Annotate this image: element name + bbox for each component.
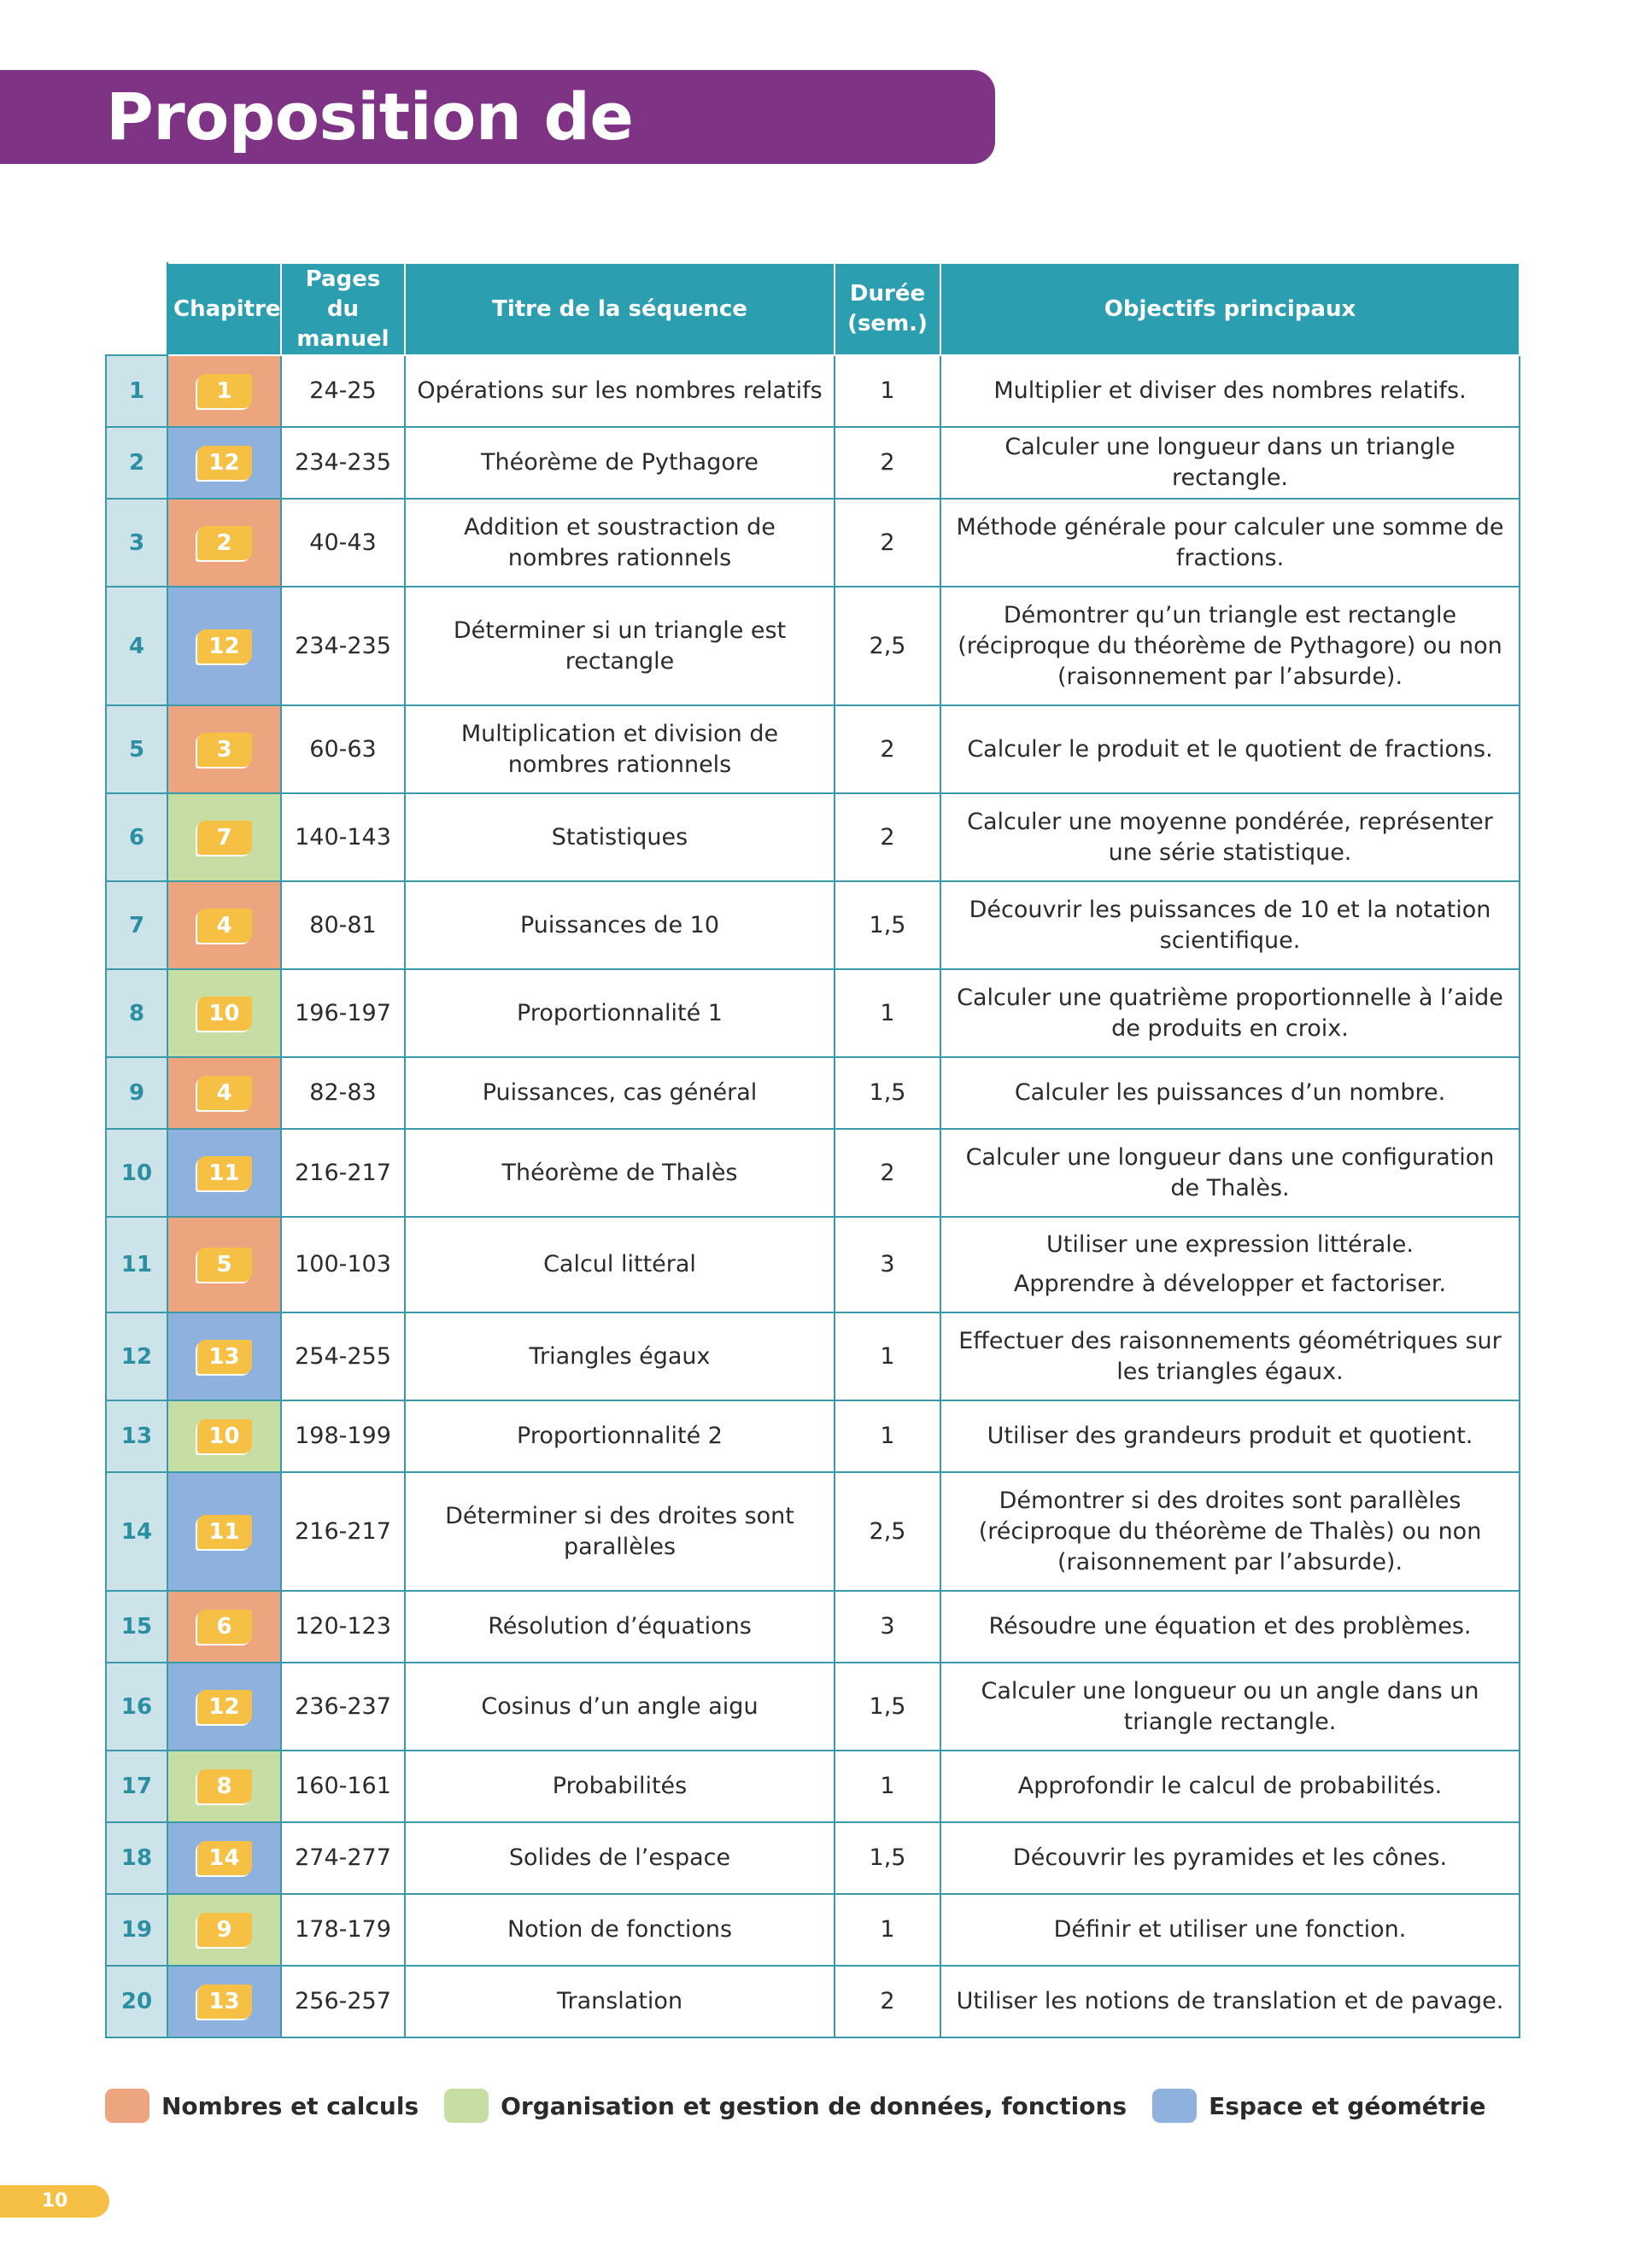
sequence-title-cell: Triangles égaux (405, 1312, 835, 1400)
duration-cell: 1 (835, 969, 940, 1057)
objective-line: Calculer une moyenne pondérée, représenter une série statistique. (967, 808, 1493, 866)
chapter-number-badge: 12 (197, 1690, 252, 1724)
chapter-number-badge: 9 (197, 1913, 252, 1947)
duration-cell: 1 (835, 1894, 940, 1966)
objectives-cell (940, 1400, 1520, 1472)
objectives-cell (940, 1894, 1520, 1966)
table-row (106, 1472, 1520, 1591)
duration-cell: 2 (835, 427, 940, 499)
legend-label: Espace et géométrie (1209, 2091, 1486, 2120)
progression-table (105, 262, 1520, 2038)
chapter-cell (167, 969, 281, 1057)
sequence-title-cell: Translation (405, 1966, 835, 2037)
objective-line: Utiliser une expression littérale. (1046, 1231, 1414, 1258)
pages-cell: 40-43 (281, 499, 405, 587)
table-row (106, 1966, 1520, 2037)
chapter-cell (167, 1663, 281, 1751)
objectives-cell (940, 355, 1520, 427)
table-row (106, 1400, 1520, 1472)
header-duree: Durée (sem.) (835, 263, 940, 355)
duration-cell: 2,5 (835, 1472, 940, 1591)
sequence-title-cell: Proportionnalité 2 (405, 1400, 835, 1472)
row-index: 14 (106, 1472, 167, 1591)
row-index: 9 (106, 1057, 167, 1129)
page-title: Proposition de progression (106, 79, 634, 248)
table-row (106, 881, 1520, 969)
duration-cell: 2 (835, 793, 940, 881)
table-row (106, 1057, 1520, 1129)
row-index: 20 (106, 1966, 167, 2037)
objectives-cell (940, 1663, 1520, 1751)
objective-line: Effectuer des raisonnements géométriques sur les triangles égaux. (958, 1327, 1502, 1385)
sequence-title-cell: Statistiques (405, 793, 835, 881)
row-index: 1 (106, 355, 167, 427)
pages-cell: 178-179 (281, 1894, 405, 1966)
table-row (106, 499, 1520, 587)
row-index: 2 (106, 427, 167, 499)
progression-table-container (105, 262, 1520, 2038)
pages-cell: 234-235 (281, 427, 405, 499)
duration-cell: 2 (835, 499, 940, 587)
chapter-number-badge: 11 (197, 1515, 252, 1549)
pages-cell: 140-143 (281, 793, 405, 881)
sequence-title-cell: Solides de l’espace (405, 1822, 835, 1894)
table-row (106, 969, 1520, 1057)
chapter-cell (167, 1966, 281, 2037)
legend-label: Organisation et gestion de données, fonctions (501, 2091, 1128, 2120)
row-index: 7 (106, 881, 167, 969)
title-banner (0, 70, 995, 248)
duration-cell: 2 (835, 705, 940, 793)
objectives-cell (940, 1822, 1520, 1894)
objectives-cell (940, 1472, 1520, 1591)
duration-cell: 1 (835, 1312, 940, 1400)
table-row (106, 1591, 1520, 1663)
duration-cell: 1,5 (835, 1663, 940, 1751)
chapter-number-badge: 10 (197, 997, 252, 1031)
table-row (106, 1217, 1520, 1312)
chapter-number-badge: 4 (197, 909, 252, 943)
header-corner (106, 263, 167, 355)
chapter-number-badge: 13 (197, 1984, 252, 2019)
objective-line: Utiliser des grandeurs produit et quotient. (987, 1423, 1473, 1449)
chapter-cell (167, 355, 281, 427)
chapter-number-badge: 12 (197, 446, 252, 480)
pages-cell: 82-83 (281, 1057, 405, 1129)
table-row (106, 1822, 1520, 1894)
sequence-title-cell: Théorème de Pythagore (405, 427, 835, 499)
pages-cell: 24-25 (281, 355, 405, 427)
pages-cell: 254-255 (281, 1312, 405, 1400)
objectives-cell (940, 1217, 1520, 1312)
chapter-cell (167, 705, 281, 793)
chapter-cell (167, 1129, 281, 1217)
duration-cell: 1 (835, 1400, 940, 1472)
sequence-title-cell: Déterminer si un triangle est rectangle (405, 587, 835, 705)
row-index: 10 (106, 1129, 167, 1217)
sequence-title-cell: Proportionnalité 1 (405, 969, 835, 1057)
chapter-cell (167, 1312, 281, 1400)
objective-line: Approfondir le calcul de probabilités. (1017, 1773, 1443, 1799)
sequence-title-cell: Résolution d’équations (405, 1591, 835, 1663)
objectives-cell (940, 881, 1520, 969)
chapter-number-badge: 14 (197, 1841, 252, 1875)
chapter-cell (167, 881, 281, 969)
table-header-row (106, 263, 1520, 355)
objectives-cell (940, 1966, 1520, 2037)
row-index: 18 (106, 1822, 167, 1894)
objective-line: Calculer une longueur ou un angle dans un triangle rectangle. (981, 1677, 1479, 1735)
objective-line: Démontrer si des droites sont parallèles (réciproque du théorème de Thalès) ou non (raisonnement par l’absurde). (978, 1487, 1482, 1575)
objective-line: Calculer le produit et le quotient de fractions. (967, 735, 1493, 763)
row-index: 8 (106, 969, 167, 1057)
chapter-number-badge: 6 (197, 1610, 252, 1644)
objective-line: Démontrer qu’un triangle est rectangle (réciproque du théorème de Pythagore) ou non (raisonnement par l’absurde). (958, 601, 1502, 690)
chapter-cell (167, 587, 281, 705)
objectives-cell (940, 969, 1520, 1057)
objectives-cell (940, 1591, 1520, 1663)
chapter-cell (167, 793, 281, 881)
row-index: 3 (106, 499, 167, 587)
objectives-cell (940, 1129, 1520, 1217)
objective-line: Calculer une longueur dans un triangle rectangle. (1004, 434, 1456, 491)
page-number: 10 (0, 2185, 109, 2218)
sequence-title-cell: Multiplication et division de nombres rationnels (405, 705, 835, 793)
row-index: 15 (106, 1591, 167, 1663)
chapter-number-badge: 3 (197, 733, 252, 767)
legend-swatch (444, 2089, 489, 2123)
objectives-cell (940, 427, 1520, 499)
header-pages: Pages du manuel (281, 263, 405, 355)
objective-line: Calculer les puissances d’un nombre. (1014, 1079, 1446, 1106)
objective-line: Calculer une longueur dans une configuration de Thalès. (965, 1143, 1495, 1201)
chapter-cell (167, 427, 281, 499)
chapter-number-badge: 10 (197, 1419, 252, 1453)
sequence-title-cell: Opérations sur les nombres relatifs (405, 355, 835, 427)
objective-line: Multiplier et diviser des nombres relatifs. (993, 377, 1467, 404)
pages-cell: 256-257 (281, 1966, 405, 2037)
pages-cell: 234-235 (281, 587, 405, 705)
chapter-number-badge: 7 (197, 821, 252, 855)
row-index: 12 (106, 1312, 167, 1400)
pages-cell: 236-237 (281, 1663, 405, 1751)
pages-cell: 160-161 (281, 1751, 405, 1822)
objectives-cell (940, 587, 1520, 705)
pages-cell: 198-199 (281, 1400, 405, 1472)
objectives-cell (940, 1312, 1520, 1400)
chapter-cell (167, 1400, 281, 1472)
duration-cell: 3 (835, 1217, 940, 1312)
duration-cell: 1,5 (835, 881, 940, 969)
objective-line: Calculer une quatrième proportionnelle à l’aide de produits en croix. (957, 984, 1503, 1042)
chapter-cell (167, 1894, 281, 1966)
row-index: 17 (106, 1751, 167, 1822)
duration-cell: 2 (835, 1966, 940, 2037)
objective-line: Résoudre une équation et des problèmes. (988, 1613, 1472, 1640)
objective-line: Découvrir les puissances de 10 et la notation scientifique. (969, 896, 1491, 954)
pages-cell: 196-197 (281, 969, 405, 1057)
row-index: 5 (106, 705, 167, 793)
pages-cell: 100-103 (281, 1217, 405, 1312)
objectives-cell (940, 499, 1520, 587)
pages-cell: 60-63 (281, 705, 405, 793)
pages-cell: 80-81 (281, 881, 405, 969)
table-row (106, 355, 1520, 427)
duration-cell: 1,5 (835, 1822, 940, 1894)
legend-swatch (105, 2089, 149, 2123)
duration-cell: 3 (835, 1591, 940, 1663)
chapter-cell (167, 1057, 281, 1129)
header-chapitre: Chapitre (167, 263, 281, 355)
objective-line: Utiliser les notions de translation et de pavage. (956, 1988, 1504, 2014)
sequence-title-cell: Cosinus d’un angle aigu (405, 1663, 835, 1751)
legend-swatch (1152, 2089, 1197, 2123)
objective-line: Apprendre à développer et factoriser. (1013, 1271, 1447, 1297)
sequence-title-cell: Puissances de 10 (405, 881, 835, 969)
legend-item (1152, 2089, 1485, 2123)
sequence-title-cell: Calcul littéral (405, 1217, 835, 1312)
chapter-cell (167, 1751, 281, 1822)
duration-cell: 1 (835, 1751, 940, 1822)
sequence-title-cell: Théorème de Thalès (405, 1129, 835, 1217)
legend-label: Nombres et calculs (161, 2091, 419, 2120)
row-index: 13 (106, 1400, 167, 1472)
chapter-number-badge: 13 (197, 1340, 252, 1374)
pages-cell: 216-217 (281, 1472, 405, 1591)
table-row (106, 1751, 1520, 1822)
header-objectifs: Objectifs principaux (940, 263, 1520, 355)
duration-cell: 2 (835, 1129, 940, 1217)
table-body (106, 355, 1520, 2037)
duration-cell: 1 (835, 355, 940, 427)
chapter-number-badge: 5 (197, 1248, 252, 1282)
sequence-title-cell: Addition et soustraction de nombres rationnels (405, 499, 835, 587)
objectives-cell (940, 1057, 1520, 1129)
pages-cell: 216-217 (281, 1129, 405, 1217)
chapter-number-badge: 4 (197, 1076, 252, 1110)
table-row (106, 427, 1520, 499)
duration-cell: 1,5 (835, 1057, 940, 1129)
duration-cell: 2,5 (835, 587, 940, 705)
chapter-cell (167, 1822, 281, 1894)
chapter-number-badge: 11 (197, 1156, 252, 1190)
table-row (106, 587, 1520, 705)
domain-legend (105, 2087, 1512, 2125)
chapter-number-badge: 12 (197, 629, 252, 663)
chapter-cell (167, 1217, 281, 1312)
legend-item (444, 2089, 1127, 2123)
table-row (106, 793, 1520, 881)
row-index: 19 (106, 1894, 167, 1966)
table-row (106, 1663, 1520, 1751)
objectives-cell (940, 1751, 1520, 1822)
row-index: 11 (106, 1217, 167, 1312)
chapter-number-badge: 8 (197, 1769, 252, 1803)
pages-cell: 274-277 (281, 1822, 405, 1894)
row-index: 6 (106, 793, 167, 881)
header-titre: Titre de la séquence (405, 263, 835, 355)
sequence-title-cell: Notion de fonctions (405, 1894, 835, 1966)
objective-line: Découvrir les pyramides et les cônes. (1012, 1844, 1448, 1871)
table-row (106, 705, 1520, 793)
objective-line: Méthode générale pour calculer une somme de fractions. (956, 513, 1504, 571)
chapter-cell (167, 499, 281, 587)
table-row (106, 1312, 1520, 1400)
objectives-cell (940, 705, 1520, 793)
chapter-number-badge: 1 (197, 374, 252, 408)
chapter-cell (167, 1591, 281, 1663)
table-row (106, 1129, 1520, 1217)
table-row (106, 1894, 1520, 1966)
row-index: 4 (106, 587, 167, 705)
chapter-number-badge: 2 (197, 526, 252, 560)
objective-line: Définir et utiliser une fonction. (1053, 1916, 1407, 1943)
sequence-title-cell: Probabilités (405, 1751, 835, 1822)
sequence-title-cell: Déterminer si des droites sont parallèles (405, 1472, 835, 1591)
legend-item (105, 2089, 419, 2123)
sequence-title-cell: Puissances, cas général (405, 1057, 835, 1129)
objectives-cell (940, 793, 1520, 881)
row-index: 16 (106, 1663, 167, 1751)
chapter-cell (167, 1472, 281, 1591)
pages-cell: 120-123 (281, 1591, 405, 1663)
